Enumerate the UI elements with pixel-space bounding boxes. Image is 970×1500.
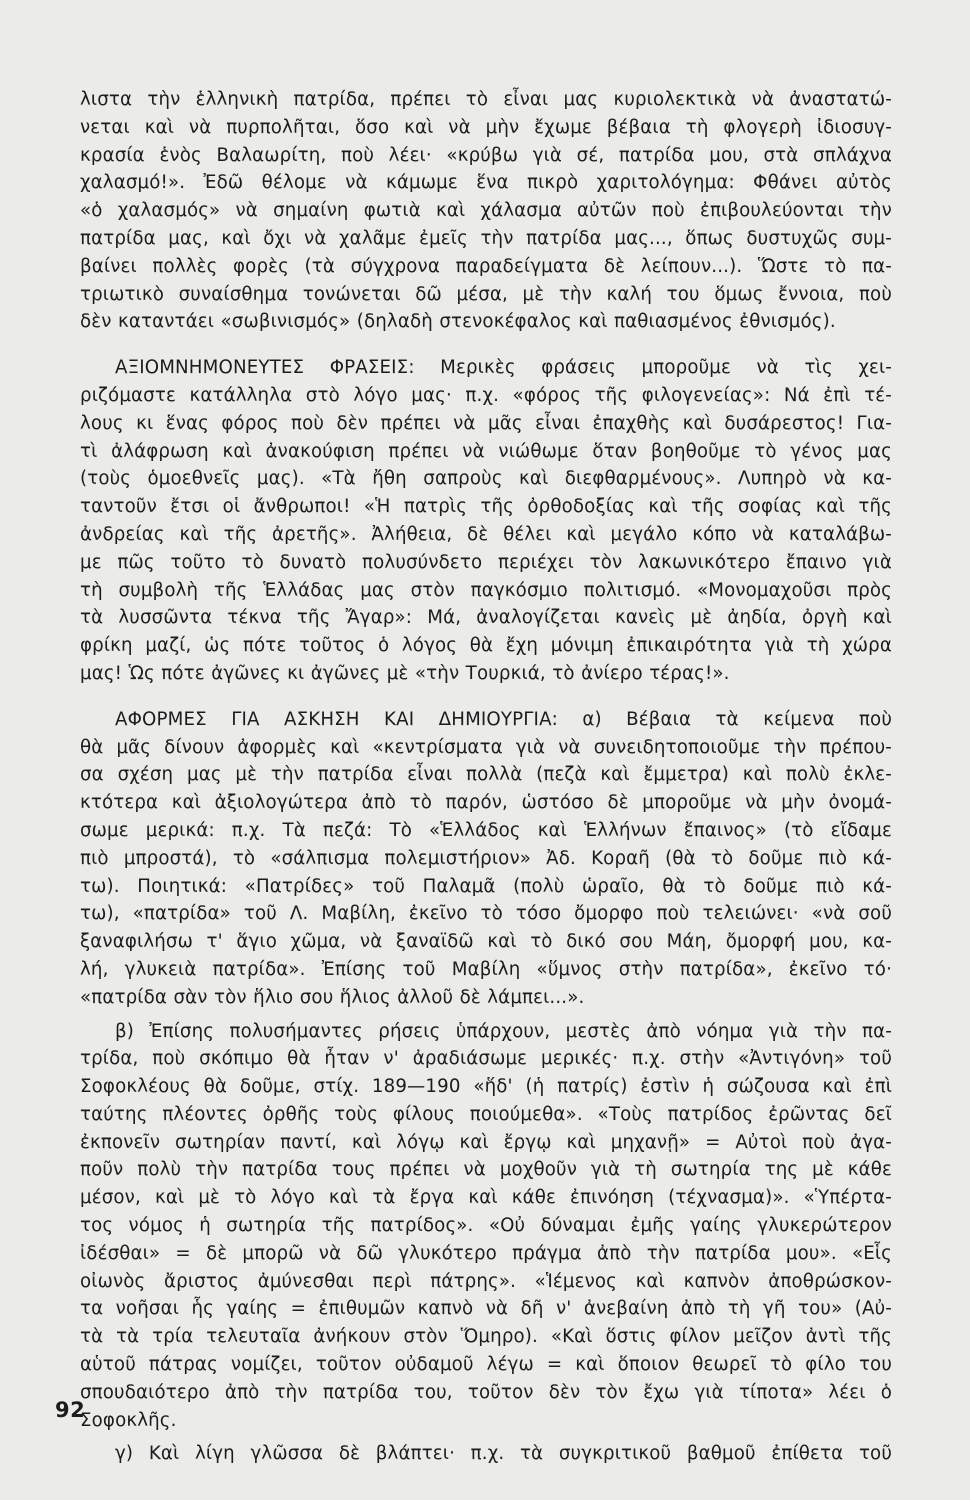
- text-line: πιὸ μπροστά), τὸ «σάλπισμα πολεμιστήριον» Ἀδ. Κοραῆ (θὰ τὸ δοῦμε πιὸ κά-: [80, 847, 892, 869]
- text-line: ἰδέσθαι» = δὲ μπορῶ νὰ δῶ γλυκότερο πράγμα ἀπὸ τὴν πατρίδα μου». «Εἷς: [80, 1242, 892, 1264]
- text-line: τριωτικὸ συναίσθημα τονώνεται δῶ μέσα, μὲ τὴν καλή του ὅμως ἔννοια, ποὺ: [80, 283, 892, 305]
- text-line: ΑΦΟΡΜΕΣ ΓΙΑ ΑΣΚΗΣΗ ΚΑΙ ΔΗΜΙΟΥΡΓΙΑ: α) Βέβαια τὰ κείμενα ποὺ: [115, 708, 892, 730]
- text-line: τα νοῆσαι ἧς γαίης = ἐπιθυμῶν καπνὸ νὰ δῆ ν' ἀνεβαίνη ἀπὸ τὴ γῆ του» (Αὐ-: [80, 1298, 892, 1320]
- text-line: τω), «πατρίδα» τοῦ Λ. Μαβίλη, ἐκεῖνο τὸ τόσο ὄμορφο ποὺ τελειώνει· «νὰ σοῦ: [80, 903, 892, 925]
- text-line: δὲν καταντάει «σωβινισμός» (δηλαδὴ στενοκέφαλος καὶ παθιασμένος ἐθνισμός).: [80, 311, 836, 333]
- text-line: (τοὺς ὁμοεθνεῖς μας). «Τὰ ἤθη σαπροὺς καὶ διεφθαρμένους». Λυπηρὸ νὰ κα-: [80, 468, 892, 490]
- text-line: τὶ ἀλάφρωση καὶ ἀνακούφιση πρέπει νὰ νιώθωμε ὅταν βοηθοῦμε τὸ γένος μας: [80, 440, 892, 462]
- text-line: λους κι ἕνας φόρος ποὺ δὲν πρέπει νὰ μᾶς εἶναι ἐπαχθὴς καὶ δυσάρεστος! Για-: [80, 412, 892, 434]
- text-line: «πατρίδα σὰν τὸν ἥλιο σου ἥλιος ἀλλοῦ δὲ λάμπει...».: [80, 986, 585, 1008]
- text-line: σπουδαιότερο ἀπὸ τὴν πατρίδα του, τοῦτον δὲν τὸν ἔχω γιὰ τίποτα» λέει ὁ: [80, 1381, 892, 1403]
- page-number: 92: [55, 1398, 86, 1422]
- text-line: ἀνδρείας καὶ τῆς ἀρετῆς». Ἀλήθεια, δὲ θέλει καὶ μεγάλο κόπο νὰ καταλάβω-: [80, 523, 892, 545]
- text-line: μέσον, καὶ μὲ τὸ λόγο καὶ τὰ ἔργα καὶ κάθε ἐπινόηση (τέχνασμα)». «Ὑπέρτα-: [80, 1187, 892, 1209]
- text-line: πατρίδα μας, καὶ ὄχι νὰ χαλᾶμε ἐμεῖς τὴν πατρίδα μας..., ὅπως δυστυχῶς συμ-: [80, 227, 892, 249]
- text-line: ταύτης πλέοντες ὀρθῆς τοὺς φίλους ποιούμεθα». «Τοὺς πατρίδος ἐρῶντας δεῖ: [80, 1103, 892, 1125]
- text-line: μας! Ὡς πότε ἀγῶνες κι ἀγῶνες μὲ «τὴν Τουρκιά, τὸ ἀνίερο τέρας!».: [80, 662, 730, 684]
- text-line: χαλασμό!». Ἐδῶ θέλομε νὰ κάμωμε ἕνα πικρὸ χαριτολόγημα: Φθάνει αὐτὸς: [80, 172, 892, 194]
- paragraph-memorable-phrases: [80, 354, 892, 688]
- text-line: ΑΞΙΟΜΝΗΜΟΝΕΥΤΕΣ ΦΡΑΣΕΙΣ: Μερικὲς φράσεις μποροῦμε νὰ τὶς χει-: [115, 357, 892, 379]
- text-line: σα σχέση μας μὲ τὴν πατρίδα εἶναι πολλὰ (πεζὰ καὶ ἔμμετρα) καὶ πολὺ ἐκλε-: [80, 764, 892, 786]
- text-line: φρίκη μαζί, ὡς πότε τοῦτος ὁ λόγος θὰ ἔχη μόνιμη ἐπικαιρότητα γιὰ τὴ χώρα: [80, 635, 892, 657]
- text-line: γ) Καὶ λίγη γλῶσσα δὲ βλάπτει· π.χ. τὰ συγκριτικοῦ βαθμοῦ ἐπίθετα τοῦ: [115, 1443, 892, 1465]
- page-body: [80, 86, 892, 1468]
- text-line: θὰ μᾶς δίνουν ἀφορμὲς καὶ «κεντρίσματα γιὰ νὰ συνειδητοποιοῦμε τὴν πρέπου-: [80, 736, 892, 758]
- paragraph-exercise-prompts: [80, 706, 892, 1012]
- text-line: τὰ λυσσῶντα τέκνα τῆς Ἄγαρ»: Μά, ἀναλογίζεται κανεὶς μὲ ἀηδία, ὀργὴ καὶ: [80, 607, 892, 629]
- text-line: κρασία ἑνὸς Βαλαωρίτη, ποὺ λέει· «κρύβω γιὰ σέ, πατρίδα μου, στὰ σπλάχνα: [80, 144, 892, 166]
- text-line: τὴ συμβολὴ τῆς Ἑλλάδας μας στὸν παγκόσμιο πολιτισμό. «Μονομαχοῦσι πρὸς: [80, 579, 892, 601]
- text-line: Σοφοκλῆς.: [80, 1409, 177, 1431]
- paragraph-language-note: [80, 1440, 892, 1468]
- text-line: λή, γλυκειὰ πατρίδα». Ἐπίσης τοῦ Μαβίλη «ὕμνος στὴν πατρίδα», ἐκεῖνο τό·: [80, 958, 892, 980]
- paragraph-meaningful-sayings: [80, 1018, 892, 1435]
- text-line: ταντοῦν ἔτσι οἱ ἄνθρωποι! «Ἡ πατρὶς τῆς ὀρθοδοξίας καὶ τῆς σοφίας καὶ τῆς: [80, 496, 892, 518]
- text-line: ἐκπονεῖν σωτηρίαν παντί, καὶ λόγῳ καὶ ἔργῳ καὶ μηχανῇ» = Αὐτοὶ ποὺ ἀγα-: [80, 1131, 892, 1153]
- text-line: οἰωνὸς ἄριστος ἀμύνεσθαι περὶ πάτρης». «Ἱέμενος καὶ καπνὸν ἀποθρώσκον-: [80, 1270, 892, 1292]
- text-line: β) Ἐπίσης πολυσήμαντες ρήσεις ὑπάρχουν, μεστὲς ἀπὸ νόημα γιὰ τὴν πα-: [115, 1020, 892, 1042]
- text-line: νεται καὶ νὰ πυρπολῆται, ὅσο καὶ νὰ μὴν ἔχωμε βέβαια τὴ φλογερὴ ἰδιοσυγ-: [80, 116, 892, 138]
- text-line: Σοφοκλέους θὰ δοῦμε, στίχ. 189—190 «ἥδ' (ἡ πατρίς) ἐστὶν ἡ σώζουσα καὶ ἐπὶ: [80, 1076, 892, 1098]
- text-line: ποῦν πολὺ τὴν πατρίδα τους πρέπει νὰ μοχθοῦν γιὰ τὴ σωτηρία της μὲ κάθε: [80, 1159, 892, 1181]
- text-line: ριζόμαστε κατάλληλα στὸ λόγο μας· π.χ. «φόρος τῆς φιλογενείας»: Νά ἐπὶ τέ-: [80, 384, 892, 406]
- paragraph-patriotism-intro: [80, 86, 892, 336]
- text-line: τὰ τὰ τρία τελευταῖα ἀνήκουν στὸν Ὅμηρο). «Καὶ ὅστις φίλον μεῖζον ἀντὶ τῆς: [80, 1326, 892, 1348]
- text-line: με πῶς τοῦτο τὸ δυνατὸ πολυσύνδετο περιέχει τὸν λακωνικότερο ἔπαινο γιὰ: [80, 551, 892, 573]
- text-line: τω). Ποιητικά: «Πατρίδες» τοῦ Παλαμᾶ (πολὺ ὡραῖο, θὰ τὸ δοῦμε πιὸ κά-: [80, 875, 892, 897]
- text-line: βαίνει πολλὲς φορὲς (τὰ σύγχρονα παραδείγματα δὲ λείπουν...). Ὥστε τὸ πα-: [80, 255, 892, 277]
- text-line: «ὁ χαλασμός» νὰ σημαίνη φωτιὰ καὶ χάλασμα αὐτῶν ποὺ ἐπιβουλεύονται τὴν: [80, 200, 892, 222]
- text-line: τος νόμος ἡ σωτηρία τῆς πατρίδος». «Οὐ δύναμαι ἐμῆς γαίης γλυκερώτερον: [80, 1215, 892, 1237]
- text-line: κτότερα καὶ ἀξιολογώτερα ἀπὸ τὸ παρόν, ὡστόσο δὲ μποροῦμε νὰ μὴν ὀνομά-: [80, 792, 892, 814]
- text-line: σωμε μερικά: π.χ. Τὰ πεζά: Τὸ «Ἑλλάδος καὶ Ἑλλήνων ἔπαινος» (τὸ εἴδαμε: [80, 819, 892, 841]
- text-line: ξαναφιλήσω τ' ἅγιο χῶμα, νὰ ξαναϊδῶ καὶ τὸ δικό σου Μάη, ὄμορφή μου, κα-: [80, 931, 892, 953]
- text-line: τρίδα, ποὺ σκόπιμο θὰ ἦταν ν' ἀραδιάσωμε μερικές· π.χ. στὴν «Ἀντιγόνη» τοῦ: [80, 1048, 892, 1070]
- text-line: λιστα τὴν ἑλληνικὴ πατρίδα, πρέπει τὸ εἶναι μας κυριολεκτικὰ νὰ ἀναστατώ-: [80, 89, 892, 110]
- text-line: αὑτοῦ πάτρας νομίζει, τοῦτον οὐδαμοῦ λέγω = καὶ ὅποιον θεωρεῖ τὸ φίλο του: [80, 1354, 892, 1376]
